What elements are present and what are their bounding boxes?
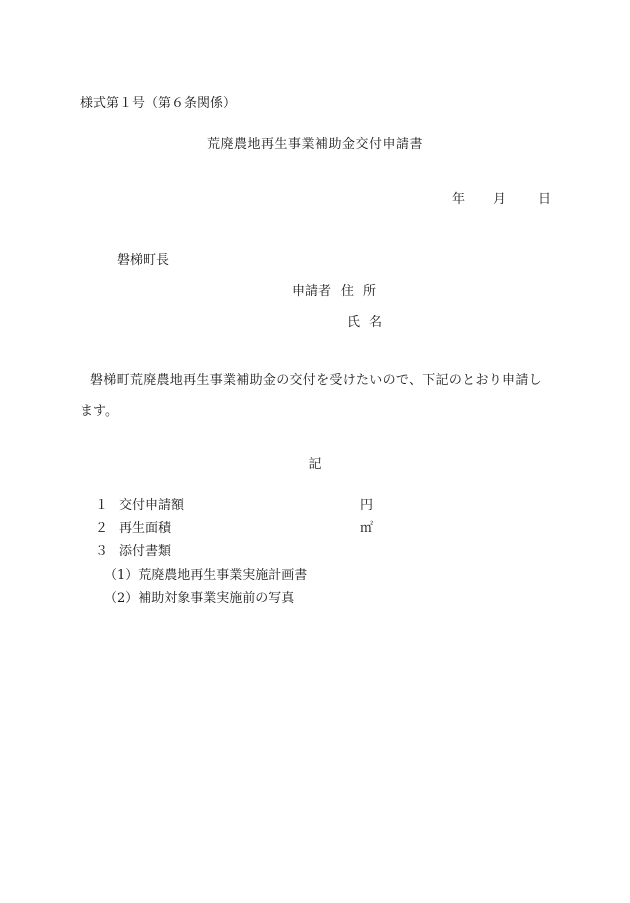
name-label: 氏名 <box>347 315 392 330</box>
attachment-item: （2）補助対象事業実施前の写真 <box>104 591 295 606</box>
date-line <box>452 193 551 206</box>
addressee: 磐梯町長 <box>117 253 170 268</box>
date-year-label: 年 <box>452 192 466 207</box>
item-number: １ <box>95 498 109 513</box>
item-label: 再生面積 <box>119 521 172 536</box>
date-month-label: 月 <box>493 192 507 207</box>
item-number: ２ <box>95 521 109 536</box>
item-number: ３ <box>95 544 109 559</box>
applicant-role: 申請者 <box>292 284 332 299</box>
form-number: 様式第１号（第６条関係） <box>80 96 237 111</box>
attachment-item: （1）荒廃農地再生事業実施計画書 <box>104 568 308 583</box>
unit-square-meter: ㎡ <box>360 521 374 536</box>
item-application-amount <box>95 499 184 512</box>
document-title: 荒廃農地再生事業補助金交付申請書 <box>206 137 423 152</box>
body-text-line-2: ます。 <box>80 404 118 419</box>
body-text-line-1: 磐梯町荒廃農地再生事業補助金の交付を受けたいので、下記のとおり申請し <box>90 373 542 388</box>
item-attached-documents <box>95 545 171 558</box>
ki-heading: 記 <box>308 457 322 472</box>
unit-yen: 円 <box>360 498 374 513</box>
item-label: 添付書類 <box>119 544 172 559</box>
item-label: 交付申請額 <box>119 498 185 513</box>
date-day-label: 日 <box>538 192 552 207</box>
item-reclaimed-area <box>95 522 171 535</box>
address-label: 住所 <box>341 284 386 299</box>
applicant-address-line <box>292 285 385 298</box>
